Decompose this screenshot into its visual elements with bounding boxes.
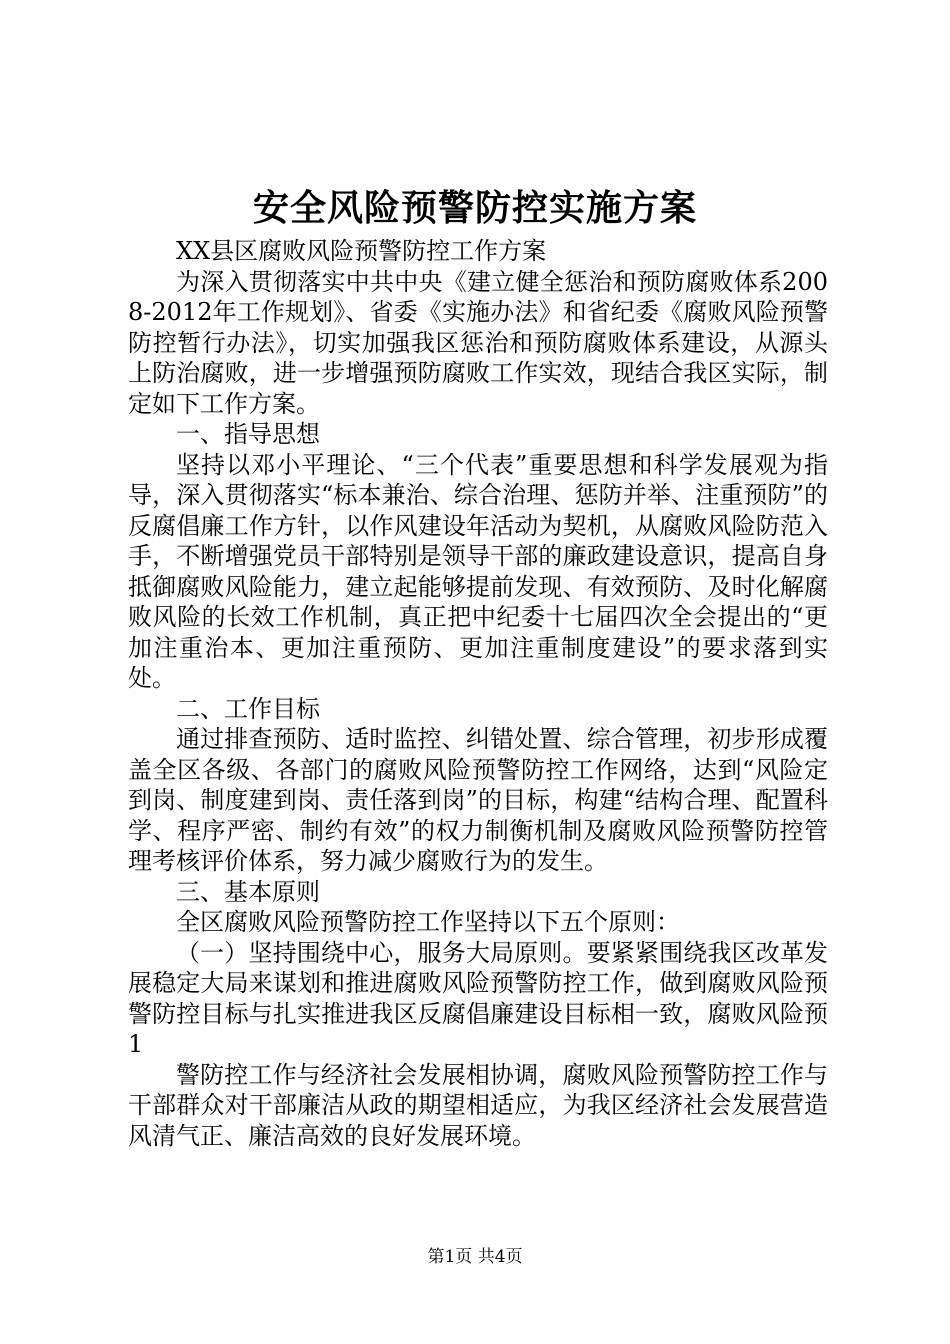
paragraph-principles-intro: 全区腐败风险预警防控工作坚持以下五个原则： — [176, 908, 680, 936]
section-heading-work-goals: 二、工作目标 — [176, 694, 320, 723]
paragraph-principle-one-continued: 警防控工作与经济社会发展相协调，腐败风险预警防控工作与干部群众对干部廉洁从政的期望相适应，为我区经济社会发展营造风清气正、廉洁高效的良好发展环境。 — [128, 1060, 828, 1150]
section-heading-basic-principles: 三、基本原则 — [176, 877, 320, 906]
page-footer: 第1页 共4页 — [427, 1247, 523, 1267]
document-body — [128, 236, 828, 1151]
paragraph-work-goals: 通过排查预防、适时监控、纠错处置、综合管理，初步形成覆盖全区各级、各部门的腐败风险预警防控工作网络，达到“风险定到岗、制度建到岗、责任落到岗”的目标，构建“结构合理、配置科学、程序严密、制约有效”的权力制衡机制及腐败风险预警防控管理考核评价体系，努力减少腐败行为的发生。 — [128, 725, 828, 875]
paragraph-guiding-thought: 坚持以邓小平理论、“三个代表”重要思想和科学发展观为指导，深入贯彻落实“标本兼治、综合治理、惩防并举、注重预防”的反腐倡廉工作方针，以作风建设年活动为契机，从腐败风险防范入手，不断增强党员干部特别是领导干部的廉政建设意识，提高自身抵御腐败风险能力，建立起能够提前发现、有效预防、及时化解腐败风险的长效工作机制，真正把中纪委十七届四次全会提出的“更加注重治本、更加注重预防、更加注重制度建设”的要求落到实处。 — [128, 450, 828, 692]
paragraph-subtitle: XX县区腐败风险预警防控工作方案 — [176, 237, 547, 265]
paragraph-intro: 为深入贯彻落实中共中央《建立健全惩治和预防腐败体系2008-2012年工作规划》、省委《实施办法》和省纪委《腐败风险预警防控暂行办法》，切实加强我区惩治和预防腐败体系建设，从源头上防治腐败，进一步增强预防腐败工作实效，现结合我区实际，制定如下工作方案。 — [128, 267, 828, 418]
paragraph-principle-one: （一）坚持围绕中心，服务大局原则。要紧紧围绕我区改革发展稳定大局来谋划和推进腐败风险预警防控工作，做到腐败风险预警防控目标与扎实推进我区反腐倡廉建设目标相一致，腐败风险预1 — [128, 938, 828, 1058]
section-heading-guiding-thought: 一、指导思想 — [176, 420, 320, 448]
document-title: 安全风险预警防控实施方案 — [252, 187, 697, 229]
